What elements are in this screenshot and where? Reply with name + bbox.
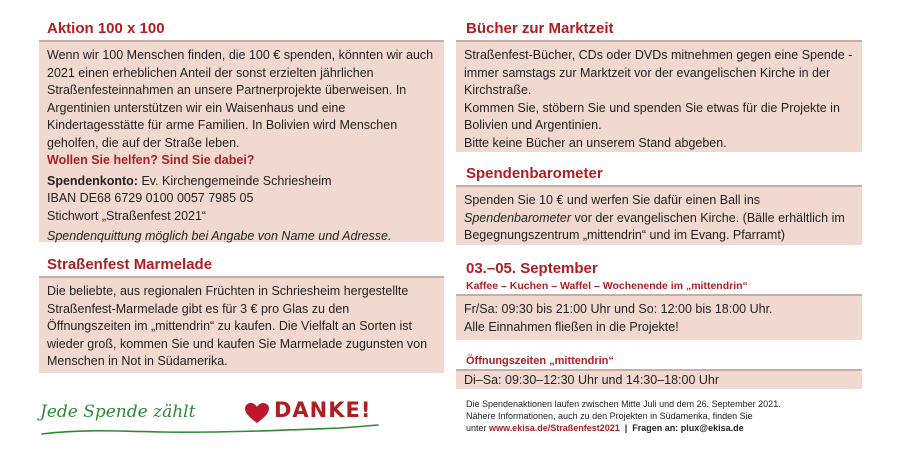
buecher-title: Bücher zur Marktzeit bbox=[466, 20, 614, 37]
aktion-title: Aktion 100 x 100 bbox=[47, 20, 165, 37]
slogan-underline bbox=[40, 424, 380, 438]
barometer-text-a: Spenden Sie 10 € und werfen Sie dafür einen Ball ins bbox=[464, 193, 761, 207]
receipt-note: Spendenquittung möglich bei Angabe von Name und Adresse. bbox=[47, 229, 392, 243]
footer-fragen-label: Fragen an: bbox=[632, 423, 681, 433]
oeffnung-title: Öffnungszeiten „mittendrin“ bbox=[466, 355, 614, 367]
buecher-text-3: Bitte keine Bücher an unserem Stand abgeben. bbox=[464, 135, 727, 150]
bank-account-label: Spendenkonto: bbox=[47, 173, 138, 188]
aktion-text: Wenn wir 100 Menschen finden, die 100 € spenden, könnten wir auch 2021 einen erheblichen Anteil der sonst erzielten jährlichen Straßenfesteinnahmen an unsere Partnerprojekte überweisen. In Argentinien unterstützen wir ein Waisenhaus und eine Kindertagesstätte für arme Familien. In Bolivien wird Menschen geholfen, die auf der Straße leben. bbox=[47, 48, 434, 150]
heart-icon bbox=[244, 402, 270, 424]
stichwort: Stichwort „Straßenfest 2021“ bbox=[47, 208, 207, 223]
marmelade-box bbox=[39, 278, 444, 373]
aktion-question: Wollen Sie helfen? Sind Sie dabei? bbox=[47, 153, 255, 167]
slogan bbox=[40, 398, 380, 438]
marmelade-title: Straßenfest Marmelade bbox=[47, 256, 213, 273]
oeffnung-box bbox=[456, 371, 862, 389]
barometer-box bbox=[456, 187, 862, 245]
footer-line-2: Nähere Informationen, auch zu den Projekten in Südamerika, finden Sie bbox=[466, 411, 753, 421]
barometer-text bbox=[464, 192, 854, 245]
footer-line-1: Die Spendenaktionen laufen zwischen Mitte Juli und dem 26. September 2021. bbox=[466, 399, 781, 409]
footer-line-3 bbox=[466, 422, 866, 434]
danke-text: DANKE! bbox=[274, 398, 372, 422]
barometer-text-b: vor der evangelischen Kirche. (Bälle erhältlich im Begegnungszentrum „mittendrin“ und im Evang. Pfarramt) bbox=[464, 210, 845, 242]
footer-unter: unter bbox=[466, 423, 490, 433]
footer-url-link[interactable]: www.ekisa.de/Straßenfest2021 bbox=[489, 423, 620, 433]
oeffnung-hours: Di–Sa: 09:30–12:30 Uhr und 14:30–18:00 Uhr bbox=[464, 373, 720, 387]
barometer-text-em: Spendenbarometer bbox=[464, 210, 572, 225]
footer bbox=[466, 398, 866, 434]
buecher-box bbox=[456, 42, 862, 152]
aktion-box bbox=[39, 42, 444, 242]
bank-account-value: Ev. Kirchengemeinde Schriesheim bbox=[137, 173, 332, 188]
iban: IBAN DE68 6729 0100 0057 7985 05 bbox=[47, 191, 254, 205]
footer-separator: | bbox=[619, 423, 633, 433]
barometer-title: Spendenbarometer bbox=[466, 165, 603, 182]
footer-email-link[interactable]: plux@ekisa.de bbox=[680, 423, 744, 433]
buecher-text-1: Straßenfest-Bücher, CDs oder DVDs mitnehmen gegen eine Spende - immer samstags zur Marktzeit vor der evangelischen Kirche in der Kirchstraße. bbox=[464, 48, 853, 97]
september-hours: Fr/Sa: 09:30 bis 21:00 Uhr und So: 12:00 bis 18:00 Uhr. bbox=[464, 302, 773, 316]
september-subtitle: Kaffee – Kuchen – Waffel – Wochenende im „mittendrin“ bbox=[466, 280, 748, 292]
september-title: 03.–05. September bbox=[466, 260, 598, 277]
slogan-text: Jede Spende zählt bbox=[40, 402, 196, 422]
buecher-text-2: Kommen Sie, stöbern Sie und spenden Sie etwas für die Projekte in Bolivien und Argentinien. bbox=[464, 100, 840, 132]
marmelade-text: Die beliebte, aus regionalen Früchten in Schriesheim hergestellte Straßenfest-Marmelade gibt es für 3 € pro Glas zu den Öffnungszeiten im „mittendrin“ zu kaufen. Die Vielfalt an Sorten ist wieder groß, kommen Sie und kaufen Sie Marmelade zugunsten von Menschen in Not in Südamerika. bbox=[47, 284, 428, 368]
september-note: Alle Einnahmen fließen in die Projekte! bbox=[464, 319, 679, 334]
september-box bbox=[456, 296, 862, 340]
bank-account bbox=[47, 173, 436, 191]
